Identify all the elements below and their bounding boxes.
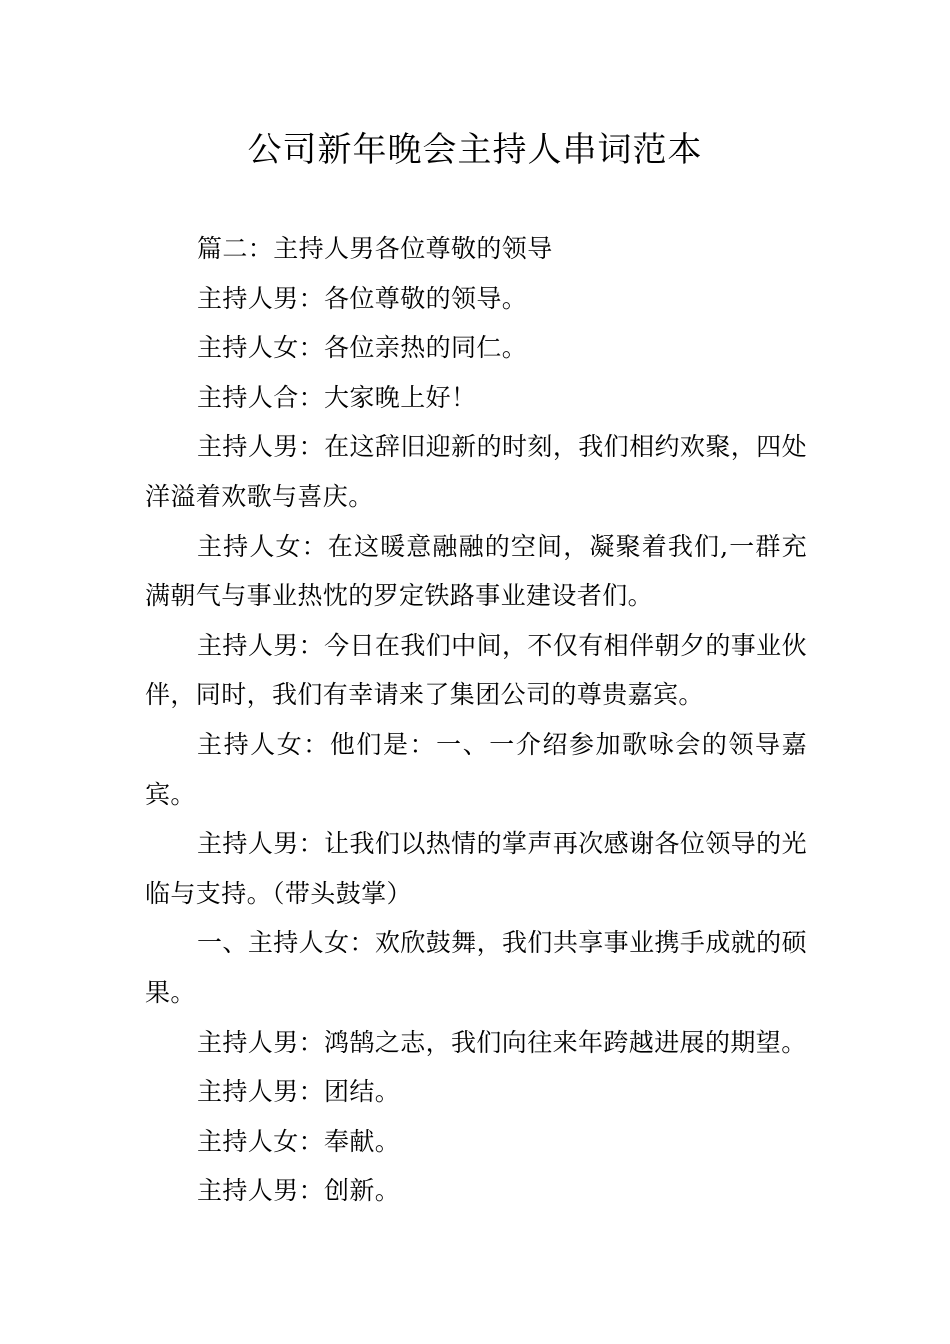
paragraph: 主持人女：各位亲热的同仁。 bbox=[197, 333, 528, 363]
paragraph: 主持人男：创新。 bbox=[197, 1176, 401, 1206]
paragraph: 主持人男：各位尊敬的领导。 bbox=[197, 283, 528, 313]
paragraph: 主持人合：大家晚上好！ bbox=[197, 382, 477, 412]
paragraph: 主持人男：鸿鹄之志，我们向往来年跨越进展的期望。 bbox=[197, 1027, 807, 1057]
paragraph: 主持人男：今日在我们中间，不仅有相伴朝夕的事业伙伴，同时，我们有幸请来了集团公司的尊贵嘉宾。 bbox=[145, 630, 807, 710]
paragraph: 主持人男：在这辞旧迎新的时刻，我们相约欢聚，四处洋溢着欢歌与喜庆。 bbox=[145, 432, 807, 511]
paragraph: 主持人男：团结。 bbox=[197, 1077, 401, 1107]
document-title: 公司新年晚会主持人串词范本 bbox=[247, 130, 703, 170]
paragraph: 一、主持人女：欢欣鼓舞，我们共享事业携手成就的硕果。 bbox=[145, 928, 807, 1007]
paragraph: 主持人女：他们是：一、一介绍参加歌咏会的领导嘉宾。 bbox=[145, 729, 807, 809]
document-body bbox=[145, 224, 807, 1216]
paragraph: 主持人男：让我们以热情的掌声再次感谢各位领导的光临与支持。（带头鼓掌） bbox=[145, 829, 807, 908]
paragraph: 主持人女：在这暖意融融的空间，凝聚着我们,一群充满朝气与事业热忱的罗定铁路事业建设者们。 bbox=[145, 531, 807, 611]
paragraph: 篇二：主持人男各位尊敬的领导 bbox=[197, 234, 553, 263]
paragraph: 主持人女：奉献。 bbox=[197, 1126, 401, 1156]
